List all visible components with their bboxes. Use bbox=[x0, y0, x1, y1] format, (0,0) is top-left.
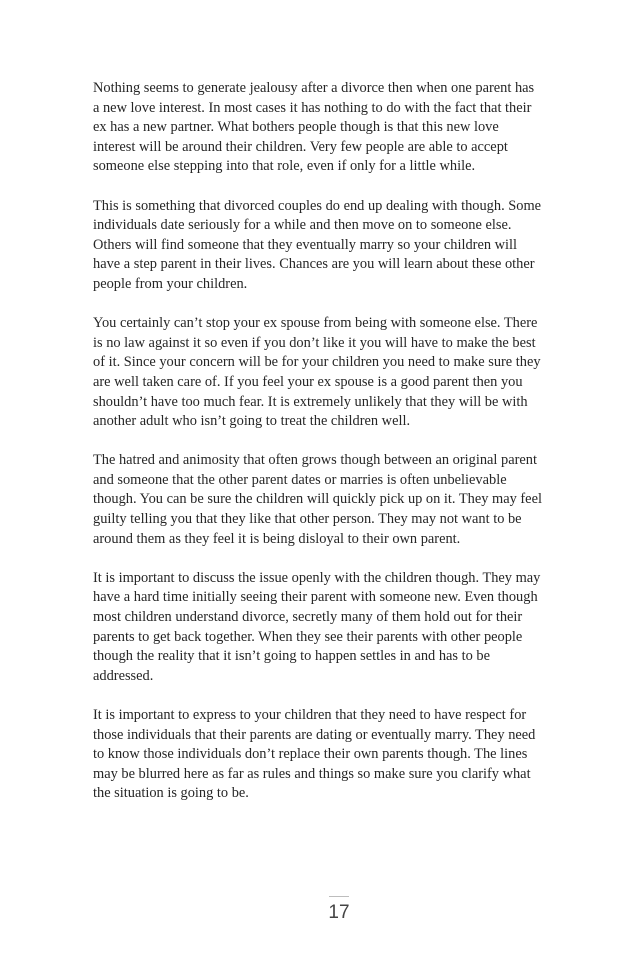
text-line: It is important to express to your children that they need to have respect for bbox=[93, 707, 527, 723]
text-line: most children understand divorce, secretly many of them hold out for their bbox=[93, 609, 523, 626]
paragraph bbox=[93, 314, 553, 432]
body-text bbox=[93, 79, 553, 824]
text-line: a new love interest. In most cases it has nothing to do with the fact that their bbox=[93, 99, 532, 116]
text-line: around them as they feel it is being disloyal to their own parent. bbox=[93, 530, 461, 547]
text-line: guilty telling you that they like that other person. They may not want to be bbox=[93, 511, 522, 528]
text-line: addressed. bbox=[93, 667, 154, 684]
text-line: another adult who isn’t going to treat the children well. bbox=[93, 413, 411, 430]
text-line: It is important to discuss the issue openly with the children though. They may bbox=[93, 569, 541, 586]
text-line: You certainly can’t stop your ex spouse from being with someone else. There bbox=[93, 315, 538, 332]
paragraph bbox=[93, 79, 553, 177]
text-line: people from your children. bbox=[93, 275, 248, 292]
text-line: have a hard time initially seeing their parent with someone new. Even though bbox=[93, 589, 538, 606]
paragraph bbox=[93, 706, 553, 804]
page-number: 17 bbox=[328, 902, 350, 923]
text-line: Others will find someone that they eventually marry so your children will bbox=[93, 236, 518, 253]
paragraph bbox=[93, 569, 553, 687]
text-line: and someone that the other parent dates or marries is often unbelievable bbox=[93, 471, 507, 488]
text-line: those individuals that their parents are dating or eventually marry. They need bbox=[93, 726, 536, 743]
paragraph bbox=[93, 197, 553, 295]
text-line: someone else stepping into that role, even if only for a little while. bbox=[93, 158, 476, 175]
text-line: parents to get back together. When they see their parents with other people bbox=[93, 628, 523, 645]
text-line: may be blurred here as far as rules and things so make sure you clarify what bbox=[93, 765, 531, 782]
text-line: individuals date seriously for a while and then move on to someone else. bbox=[93, 217, 512, 234]
text-line: shouldn’t have too much fear. It is extremely unlikely that they will be with bbox=[93, 393, 528, 410]
text-line: This is something that divorced couples do end up dealing with though. Some bbox=[93, 197, 542, 214]
text-line: interest will be around their children. Very few people are able to accept bbox=[93, 138, 508, 155]
text-line: Nothing seems to generate jealousy after a divorce then when one parent has bbox=[93, 80, 535, 96]
text-line: to know those individuals don’t replace their own parents though. The lines bbox=[93, 746, 528, 763]
paragraph bbox=[93, 451, 553, 549]
text-line: The hatred and animosity that often grows though between an original parent bbox=[93, 452, 537, 469]
footer-divider bbox=[329, 896, 349, 897]
text-line: have a step parent in their lives. Chances are you will learn about these other bbox=[93, 256, 535, 273]
text-line: of it. Since your concern will be for your children you need to make sure they bbox=[93, 354, 541, 371]
text-line: are well taken care of. If you feel your ex spouse is a good parent then you bbox=[93, 373, 523, 390]
text-line: though the reality that it isn’t going to happen settles in and has to be bbox=[93, 648, 491, 665]
text-line: ex has a new partner. What bothers people though is that this new love bbox=[93, 119, 499, 136]
text-line: is no law against it so even if you don’t like it you will have to make the best bbox=[93, 334, 536, 351]
text-line: though. You can be sure the children will quickly pick up on it. They may feel bbox=[93, 491, 542, 508]
text-line: the situation is going to be. bbox=[93, 785, 249, 802]
